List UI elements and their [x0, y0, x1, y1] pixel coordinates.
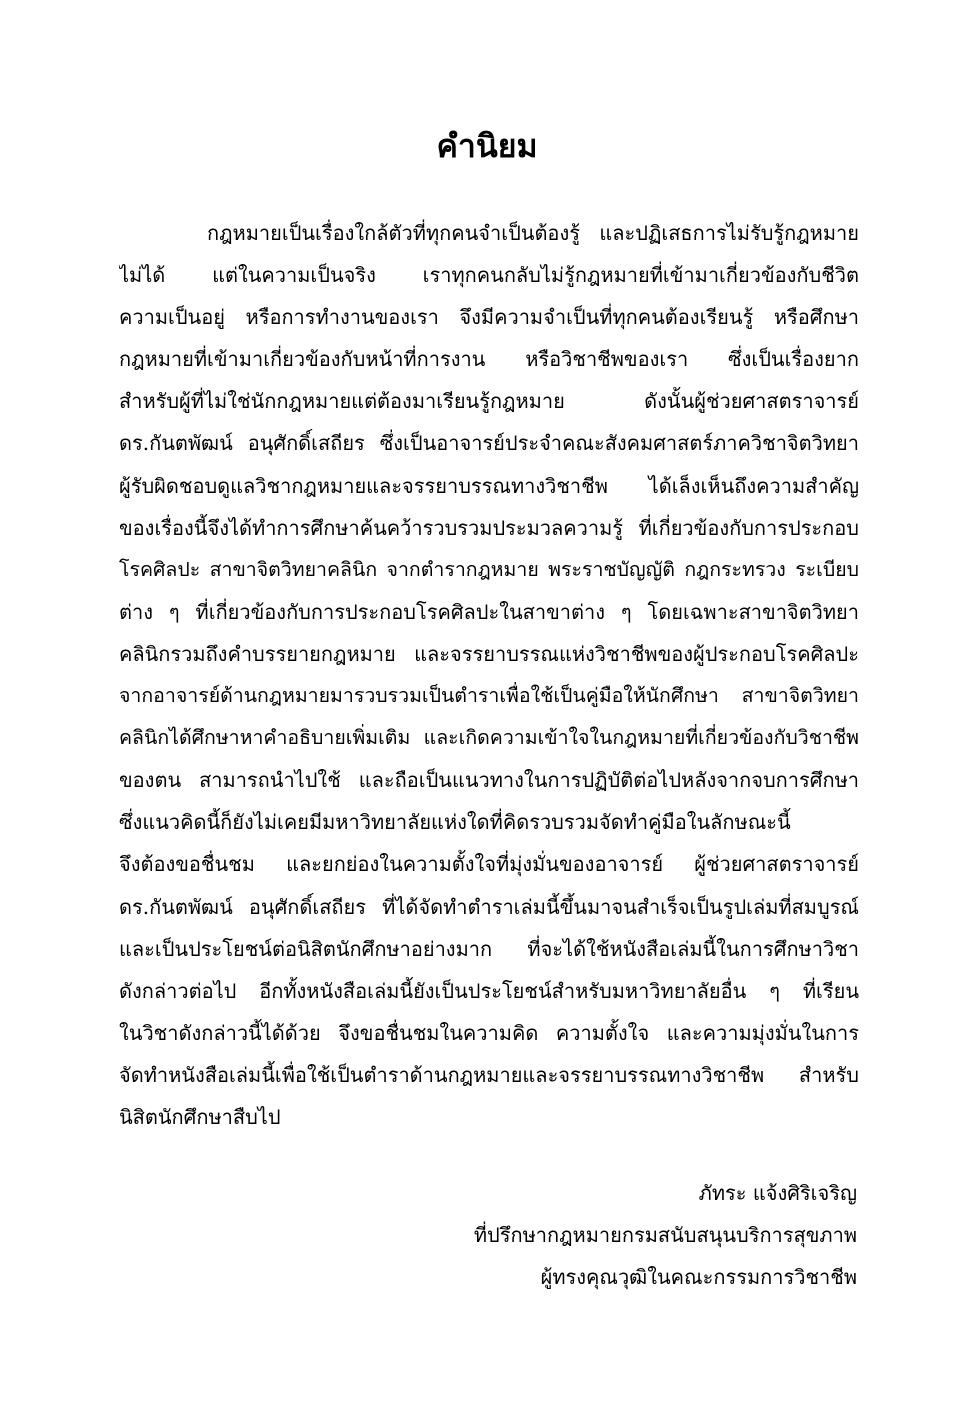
body-line: และเป็นประโยชน์ต่อนิสิตนักศึกษาอย่างมาก ที่จะได้ใช้หนังสือเล่มนี้ในการศึกษาวิชา	[119, 936, 859, 961]
body-line: จัดทำหนังสือเล่มนี้เพื่อใช้เป็นตำราด้านกฎหมายและจรรยาบรรณทางวิชาชีพ สำหรับ	[119, 1062, 859, 1087]
body-line: ซึ่งแนวคิดนี้ก็ยังไม่เคยมีมหาวิทยาลัยแห่งใดที่คิดรวบรวมจัดทำคู่มือในลักษณะนี้	[119, 810, 791, 835]
body-line: สำหรับผู้ที่ไม่ใช่นักกฎหมายแต่ต้องมาเรียนรู้กฎหมาย ดังนั้นผู้ช่วยศาสตราจารย์	[119, 389, 859, 414]
body-line: ไม่ได้ แต่ในความเป็นจริง เราทุกคนกลับไม่รู้กฎหมายที่เข้ามาเกี่ยวข้องกับชีวิต	[119, 263, 859, 288]
signature-position: ที่ปรึกษากฎหมายกรมสนับสนุนบริการสุขภาพ	[473, 1223, 857, 1247]
body-line: ในวิชาดังกล่าวนี้ได้ด้วย จึงขอชื่นชมในความคิด ความตั้งใจ และความมุ่งมั่นในการ	[119, 1020, 859, 1045]
page-title: คำนิยม	[436, 127, 538, 165]
body-line: ดร.กันตพัฒน์ อนุศักดิ์เสถียร ซึ่งเป็นอาจารย์ประจำคณะสังคมศาสตร์ภาควิชาจิตวิทยา	[119, 431, 859, 456]
signature-position: ผู้ทรงคุณวุฒิในคณะกรรมการวิชาชีพ	[540, 1265, 857, 1289]
body-line: ดังกล่าวต่อไป อีกทั้งหนังสือเล่มนี้ยังเป็นประโยชน์สำหรับมหาวิทยาลัยอื่น ๆ ที่เรียน	[119, 978, 859, 1003]
body-line: โรคศิลปะ สาขาจิตวิทยาคลินิก จากตำรากฎหมาย พระราชบัญญัติ กฎกระทรวง ระเบียบ	[119, 557, 859, 581]
signature-block	[474, 1172, 857, 1298]
body-line: นิสิตนักศึกษาสืบไป	[119, 1104, 281, 1129]
body-line: ของเรื่องนี้จึงได้ทำการศึกษาค้นคว้ารวบรวมประมวลความรู้ ที่เกี่ยวข้องกับการประกอบ	[119, 515, 859, 540]
signature-name: ภัทระ แจ้งศิริเจริญ	[698, 1181, 857, 1205]
body-line: คลินิกรวมถึงคำบรรยายกฎหมาย และจรรยาบรรณแห่งวิชาชีพของผู้ประกอบโรคศิลปะ	[119, 641, 859, 666]
body-line: จากอาจารย์ด้านกฎหมายมารวบรวมเป็นตำราเพื่อใช้เป็นคู่มือให้นักศึกษา สาขาจิตวิทยา	[119, 684, 859, 708]
body-line: ของตน สามารถนำไปใช้ และถือเป็นแนวทางในการปฏิบัติต่อไปหลังจากจบการศึกษา	[119, 768, 859, 793]
body-line: จึงต้องขอชื่นชม และยกย่องในความตั้งใจที่มุ่งมั่นของอาจารย์ ผู้ช่วยศาสตราจารย์	[119, 852, 859, 877]
body-line: ดร.กันตพัฒน์ อนุศักดิ์เสถียร ที่ได้จัดทำตำราเล่มนี้ขึ้นมาจนสำเร็จเป็นรูปเล่มที่สมบูรณ์	[119, 894, 859, 919]
body-line: คลินิกได้ศึกษาหาคำอธิบายเพิ่มเติม และเกิดความเข้าใจในกฎหมายที่เกี่ยวข้องกับวิชาชีพ	[119, 726, 859, 750]
foreword-body	[119, 212, 859, 1138]
body-line: ต่าง ๆ ที่เกี่ยวข้องกับการประกอบโรคศิลปะในสาขาต่าง ๆ โดยเฉพาะสาขาจิตวิทยา	[119, 599, 859, 624]
body-line: ความเป็นอยู่ หรือการทำงานของเรา จึงมีความจำเป็นที่ทุกคนต้องเรียนรู้ หรือศึกษา	[119, 305, 859, 330]
body-line: กฎหมายที่เข้ามาเกี่ยวข้องกับหน้าที่การงาน หรือวิชาชีพของเรา ซึ่งเป็นเรื่องยาก	[119, 347, 859, 372]
body-line: ผู้รับผิดชอบดูแลวิชากฎหมายและจรรยาบรรณทางวิชาชีพ ได้เล็งเห็นถึงความสำคัญ	[119, 473, 859, 498]
body-line: กฎหมายเป็นเรื่องใกล้ตัวที่ทุกคนจำเป็นต้องรู้ และปฏิเสธการไม่รับรู้กฎหมาย	[207, 221, 859, 245]
